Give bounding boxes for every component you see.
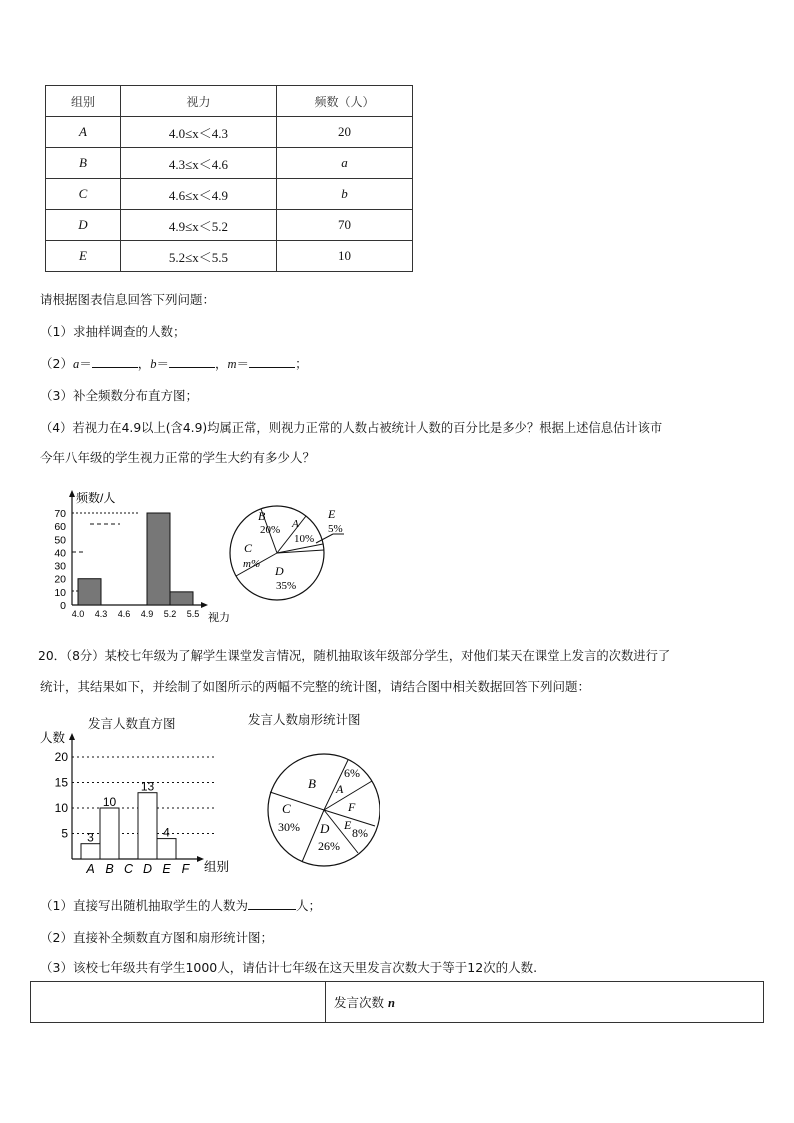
cell-range: 4.9≤x＜5.2 [121,210,277,241]
speaking-pie-chart [260,750,380,870]
slice-E-pct: 5% [328,523,343,535]
x-tick-label: 4.6 [117,609,131,619]
table-row [31,982,764,1023]
cell-freq: 10 [277,241,413,272]
y-axis-arrow [69,490,75,497]
q19-part2 [40,354,308,372]
semicolon: ； [295,356,308,371]
blank-total[interactable] [248,897,296,910]
slice-E-label: E [328,507,336,521]
blank-b[interactable] [169,355,215,368]
bars [81,780,176,859]
bar-value-label: 10 [102,795,117,809]
pie-divider [302,810,324,862]
table-row [46,241,413,272]
blank-m[interactable] [249,355,295,368]
q20-part1-prefix: （1）直接写出随机抽取学生的人数为 [40,898,248,913]
speaking-count-table [30,981,764,1023]
y-tick-label: 0 [60,600,66,612]
x-tick-label: B [105,862,114,876]
histogram-bar [138,793,157,859]
histogram-bar [100,808,119,859]
cell-freq: b [277,179,413,210]
cell-group: D [46,210,121,241]
cell-group: B [46,148,121,179]
pointer-E [316,534,333,543]
header-frequency: 频数（人） [277,86,413,117]
y-tick-label: 10 [54,586,66,599]
slice-C-pct: 30% [278,820,300,834]
bars [78,513,193,605]
cell-range: 5.2≤x＜5.5 [121,241,277,272]
cell-range: 4.0≤x＜4.3 [121,117,277,148]
var-m: m [227,357,237,371]
q19-part1: （1）求抽样调查的人数； [40,324,186,339]
x-tick-label: C [123,862,134,876]
x-axis-arrow [201,602,208,608]
x-tick-label: 5.5 [186,609,200,619]
slice-C-label: C [244,541,253,555]
comma: ， [215,356,228,371]
q19-part2-prefix: （2） [40,356,73,371]
slice-B-label: B [308,776,316,791]
y-tick-label: 60 [54,521,66,534]
empty-cell [31,982,326,1023]
vision-frequency-table [45,85,413,272]
y-tick-label: 20 [54,573,66,586]
q19-intro: 请根据图表信息回答下列问题： [40,292,216,307]
histogram-bar [147,513,170,605]
table-row [46,117,413,148]
comma: ， [137,356,151,371]
x-tick-label: 4.0 [71,609,85,619]
cell-freq: 70 [277,210,413,241]
histogram-bar [81,844,100,859]
cell-freq: a [277,148,413,179]
x-tick-label: 5.2 [163,609,177,619]
q20-line1: 20．（8分）某校七年级为了解学生课堂发言情况，随机抽取该年级部分学生，对他们某天在课堂上发言的次数进行了 [38,649,671,663]
slice-6pct: 6% [344,766,360,780]
x-tick-label: 4.9 [140,609,154,619]
slice-E-label: E [344,818,352,832]
slice-B-pct: 20% [260,524,281,536]
x-tick-label: D [142,862,153,876]
q19-part4-line2: 今年八年级的学生视力正常的学生大约有多少人？ [40,450,316,465]
cell-group: C [46,179,121,210]
y-tick-label: 70 [54,508,66,520]
table-row [46,148,413,179]
slice-B-label: B [258,509,266,523]
table-row [46,210,413,241]
cell-group: E [46,241,121,272]
slice-D-pct: 35% [276,580,297,592]
x-tick-label: 4.3 [94,609,108,619]
var-a: a [72,357,80,371]
slice-D-label: D [275,564,284,578]
slice-E-pct: 8% [352,826,368,840]
slice-F-label: F [348,800,356,814]
cell-label: 发言次数 [334,995,385,1010]
q20-line2: 统计，其结果如下，并绘制了如图所示的两幅不完整的统计图，请结合图中相关数据回答下列问题： [40,679,591,694]
y-tick-label: 30 [54,560,66,573]
q19-part4-line1: （4）若视力在4.9以上(含4.9)均属正常，则视力正常的人数占被统计人数的百分比是多少？根据上述信息估计该市 [40,421,663,435]
bar-value-label: 13 [140,779,155,794]
q20-part3: （3）该校七年级共有学生1000人，请估计七年级在这天里发言次数大于等于12次的人数. [40,960,538,975]
x-tick-label: F [181,862,190,876]
cell-range: 4.6≤x＜4.9 [121,179,277,210]
eq-sign: ＝ [156,356,169,371]
y-tick-labels [54,508,66,612]
y-tick-label: 10 [54,801,68,815]
speaking-histogram [40,728,240,878]
y-tick-label: 50 [54,534,66,547]
y-axis-arrow [69,733,75,740]
slice-D-pct: 26% [318,839,340,853]
cell-speaking-count [326,982,764,1023]
x-tick-label: A [86,862,95,876]
x-axis-arrow [197,856,204,862]
y-tick-labels [55,750,69,841]
histogram-bar [157,839,176,859]
header-group: 组别 [46,86,121,117]
q20-part1-suffix: 人； [295,898,321,913]
x-axis-label: 视力 [208,612,230,624]
y-tick-label: 15 [54,775,68,790]
histogram-bar [78,579,101,605]
eq-sign: ＝ [79,356,92,371]
slice-C-label: C [282,801,291,816]
y-tick-label: 20 [54,750,68,764]
histogram-bar [170,592,193,605]
table-row [46,179,413,210]
table-header-row [46,86,413,117]
slice-A-label: A [336,782,344,796]
x-tick-labels [85,862,190,876]
bar-value-label: 4 [163,825,170,840]
x-tick-label: E [162,862,171,876]
var-n: n [388,996,395,1010]
y-axis-label: 频数/人 [76,491,116,505]
header-vision: 视力 [121,86,277,117]
q20-part2: （2）直接补全频数直方图和扇形统计图； [40,930,273,945]
pie-title: 发言人数扇形统计图 [248,712,361,727]
cell-group: A [46,117,121,148]
y-axis-label: 人数 [40,731,66,745]
cell-range: 4.3≤x＜4.6 [121,148,277,179]
x-axis-label: 组别 [204,860,230,874]
q20-part1 [40,896,321,914]
bar-value-label: 3 [87,830,94,845]
q19-part3: （3）补全频数分布直方图； [40,388,198,403]
vision-pie-chart [228,498,353,608]
pie-divider [270,792,324,810]
eq-sign: ＝ [236,356,250,371]
slice-D-label: D [320,821,330,836]
blank-a[interactable] [92,355,138,368]
cell-freq: 20 [277,117,413,148]
var-b: b [150,357,157,371]
slice-A-pct: 10% [294,533,315,545]
x-tick-labels [72,609,200,619]
y-tick-label: 5 [61,826,68,841]
vision-histogram [40,488,240,628]
histogram-title: 发言人数直方图 [88,716,176,731]
slice-C-pct: m% [243,558,261,570]
slice-A-label: A [292,518,299,530]
y-tick-label: 40 [54,547,66,560]
